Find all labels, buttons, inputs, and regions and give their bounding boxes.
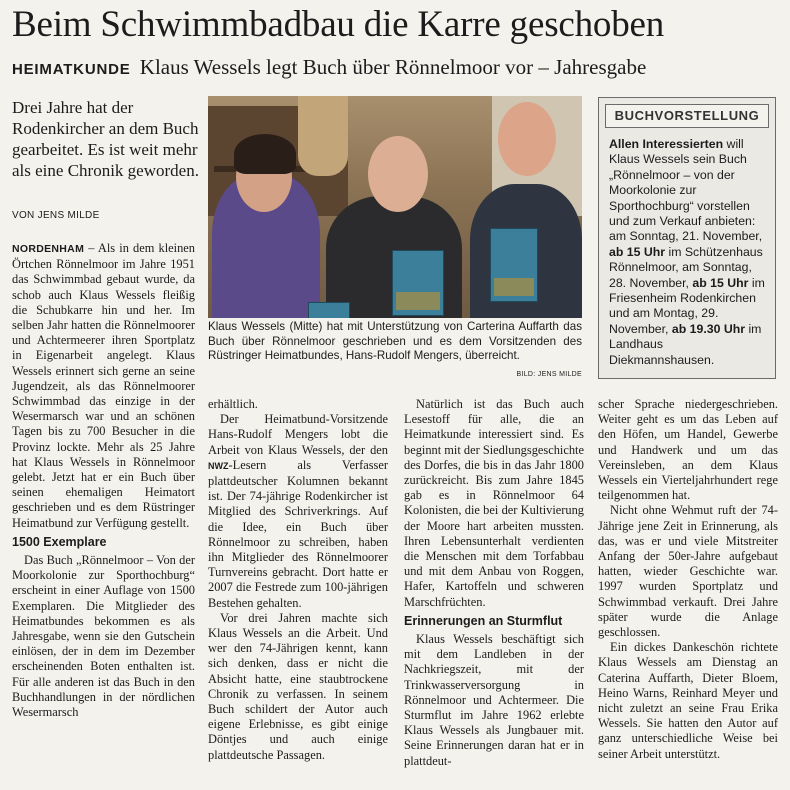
book-cover-3 xyxy=(308,302,350,318)
photo-caption: Klaus Wessels (Mitte) hat mit Unterstützung von Carterina Auffarth das Buch über Rönnelmoor geschrieben und es dem Vorsitzenden des Rüstringer Heimatbundes, Hans-Rudolf Mengers, überreicht. xyxy=(208,320,582,363)
col2-p2b: -Lesern als Verfasser plattdeutscher Kolumnen bekannt ist. Der 74-jährige Rodenkircher ist Mitglied des Schriverkrings. Auf die Idee, ein Buch über Rönnelmoor zu schreiben, haben ihn Mitglieder des Rönnelmoorer Turnvereins gebracht. Dort hatte er 2007 die Festrede zum 100-jährigen Bestehen gehalten. xyxy=(208,457,388,610)
dateline: NORDENHAM xyxy=(12,243,85,255)
col2-p1: erhältlich. xyxy=(208,397,258,411)
column-3 xyxy=(404,397,584,769)
subheading-sturmflut: Erinnerungen an Sturmflut xyxy=(404,613,563,628)
book-cover-1 xyxy=(392,250,444,316)
person-middle-head xyxy=(368,136,428,212)
col1-p2: Das Buch „Rönnelmoor – Von der Moorkolonie zur Sporthochburg“ erscheint in einer Auflage von 1500 Exemplaren. Die Mitglieder des Heimatbundes bekommen es als Jahresgabe, wenn sie den Gutschein einlösen, der in dem im Dezember erscheinenden Boten enthalten ist. Für alle anderen ist das Buch in den Buchhandlungen in der nördlichen Wesermarsch xyxy=(12,553,195,720)
subline xyxy=(12,54,782,83)
person-left-hair xyxy=(234,134,296,174)
col4-p3: Ein dickes Dankeschön richtete Klaus Wessels am Dienstag an Caterina Auffarth, Dieter Bloem, Heino Warns, Reinhard Meyer und nicht zuletzt an seine Frau Erika Wessels. Sie hatten den Autor auf ganz unterschiedliche Weise bei seiner Arbeit unterstützt. xyxy=(598,640,778,761)
infobox-title: BUCHVORSTELLUNG xyxy=(605,104,769,128)
col2-p3: Vor drei Jahren machte sich Klaus Wessels an die Arbeit. Und wer den 74-Jährigen kennt, kann sich denken, dass er nicht die Absicht hatte, eine staubtrockene Chronik zu verfassen. In seinem Buch schildert der Autor auch eigene Erlebnisse, es gibt einige Döntjes und auch einige plattdeutsche Passagen. xyxy=(208,610,388,762)
col4-p1: scher Sprache niedergeschrieben. Weiter geht es um das Leben auf den Höfen, um Handel, Gewerbe und Handwerk und um das Vereinsleben, an dem Klaus Wessels ein Vierteljahrhundert rege teilgenommen hat. xyxy=(598,397,778,503)
subline-text: Klaus Wessels legt Buch über Rönnelmoor vor – Jahresgabe xyxy=(139,55,647,79)
col2-p2a: Der Heimatbund-Vorsitzende Hans-Rudolf Mengers lobt die Arbeit von Klaus Wessels, der den xyxy=(208,412,388,457)
photo-lamp xyxy=(298,96,348,176)
kicker: HEIMATKUNDE xyxy=(12,61,131,78)
col4-p2: Nicht ohne Wehmut ruft der 74-Jährige jene Zeit in Erinnerung, als das, was er und viele Mitstreiter Anfang der 50er-Jahre aufgebaut hatten, wieder Geschichte war. 1997 wurden Sportplatz und Schwimmbad verkauft. Drei Jahre später wurde die Anlage geschlossen. xyxy=(598,503,778,640)
col3-p1: Natürlich ist das Buch auch Lesestoff für alle, die an Heimatkunde interessiert sind. Es beginnt mit der Siedlungsgeschichte des Dorfes, die bis in das Jahr 1800 zurückreicht. Bis zum Jahre 1845 gab es in Rönnelmoor 64 Kolonisten, die bei der Kultivierung der Moore hart arbeiten mussten. Ihren Lebensunterhalt verdienten die Menschen mit dem Torfabbau und mit dem Anbau von Roggen, Hafer, Kartoffeln und schweren Marschfrüchten. xyxy=(404,397,584,609)
column-1 xyxy=(12,241,195,720)
col3-p2: Klaus Wessels beschäftigt sich mit dem Landleben in der Nachkriegszeit, mit der Trinkwasserversorgung in Rönnelmoor und Achtermeer. Die Sturmflut im Jahre 1962 erlebte Klaus Wessels als Jungbauer mit. Seine Erinnerungen daran hat er in plattdeut- xyxy=(404,632,584,768)
lead-paragraph: Drei Jahre hat der Rodenkircher an dem Buch gearbeitet. Es ist weit mehr als eine Chronik geworden. xyxy=(12,98,199,180)
article-photo xyxy=(208,96,582,318)
subheading-exemplare: 1500 Exemplare xyxy=(12,534,107,549)
infobox-buchvorstellung xyxy=(598,97,776,379)
infobox-text: Allen Interessierten will Klaus Wessels sein Buch „Rönnelmoor – von der Moorkolonie zur Sporthochburg“ vorstellen und zum Verkauf anbieten: am Sonntag, 21. November, ab 15 Uhr im Schützenhaus Rönnelmoor, am Sonntag, 28. November, ab 15 Uhr im Friesenheim Rodenkirchen und am Montag, 29. November, ab 19.30 Uhr im Landhaus Diekmannshausen. xyxy=(609,137,765,367)
col1-p1: – Als in dem kleinen Örtchen Rönnelmoor im Jahre 1951 das Schwimmbad gebaut wurde, da schob auch Klaus Wessels fleißig die Schubkarre hin und her. Im selben Jahr hatten die Rönnelmoorer und Achtermeerer ihren Sportplatz in Eigenarbeit angelegt. Klaus Wessels erinnert sich gerne an seine Jugendzeit, als das Rönnelmoorer Schwimmbad das einzige in der Wesermarsch war und an schönen Tagen bis zu 700 Besucher in die Provinz lockte. Mehr als 25 Jahre hat Klaus Wessels in Rönnelmoor gelebt. Jetzt hat er ein Buch über seinen ehemaligen Heimatort geschrieben und es dem Rüstringer Heimatbund zur Verfügung gestellt. xyxy=(12,241,195,530)
nwz-logo-text: NWZ xyxy=(208,460,229,471)
column-4 xyxy=(598,397,778,762)
photo-credit: BILD: JENS MILDE xyxy=(516,371,582,378)
headline: Beim Schwimmbadbau die Karre geschoben xyxy=(12,4,665,45)
person-right-head xyxy=(498,102,556,176)
byline: VON JENS MILDE xyxy=(12,210,100,221)
book-cover-2 xyxy=(490,228,538,302)
column-2 xyxy=(208,397,388,763)
